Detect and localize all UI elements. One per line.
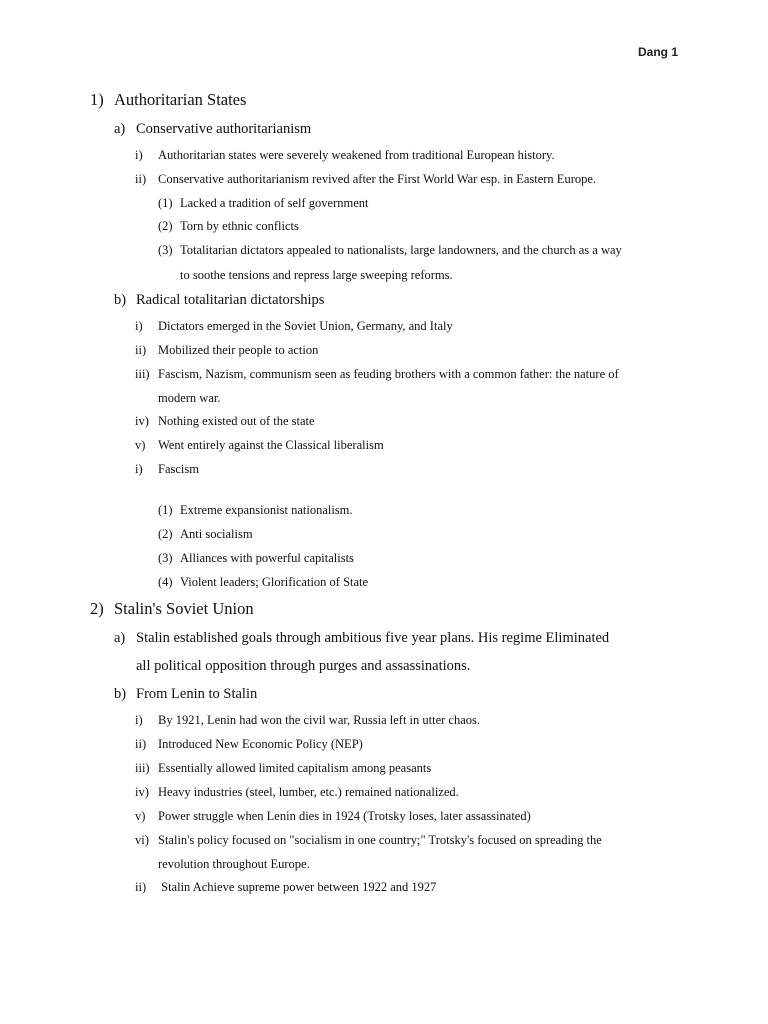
outline-subitem: (2) Torn by ethnic conflicts xyxy=(158,219,299,233)
outline-item: ii) Introduced New Economic Policy (NEP) xyxy=(135,737,363,751)
outline-item: iv) Heavy industries (steel, lumber, etc.) remained nationalized. xyxy=(135,785,459,799)
outline-subitem: (1) Extreme expansionist nationalism. xyxy=(158,503,353,517)
outline-item: ii) Conservative authoritarianism revived after the First World War esp. in Eastern Europe. xyxy=(135,172,597,186)
outline-subheading: b) Radical totalitarian dictatorships xyxy=(114,292,325,308)
outline-continuation: modern war. xyxy=(158,391,221,405)
outline-subitem: (4) Violent leaders; Glorification of State xyxy=(158,575,369,589)
outline-item: i) By 1921, Lenin had won the civil war, Russia left in utter chaos. xyxy=(135,713,481,727)
outline-heading: 2) Stalin's Soviet Union xyxy=(90,599,254,618)
outline-subheading: b) From Lenin to Stalin xyxy=(114,686,258,702)
outline-continuation: all political opposition through purges and assassinations. xyxy=(136,658,471,674)
outline-item: i) Dictators emerged in the Soviet Union, Germany, and Italy xyxy=(135,319,453,333)
outline-item: i) Authoritarian states were severely weakened from traditional European history. xyxy=(135,148,555,162)
outline-item: ii) Mobilized their people to action xyxy=(135,343,319,357)
outline-item: iii) Essentially allowed limited capitalism among peasants xyxy=(135,761,432,775)
outline-subitem: (3) Alliances with powerful capitalists xyxy=(158,551,354,565)
outline-item: i) Fascism xyxy=(135,462,199,476)
outline-item: v) Went entirely against the Classical liberalism xyxy=(135,438,384,452)
outline-subheading: a) Conservative authoritarianism xyxy=(114,121,312,137)
page-header-label: Dang 1 xyxy=(638,45,679,59)
outline-item: vi) Stalin's policy focused on "socialism in one country;" Trotsky's focused on spreading the xyxy=(135,833,602,847)
outline-subitem: (2) Anti socialism xyxy=(158,527,253,541)
outline-item: ii) Stalin Achieve supreme power between 1922 and 1927 xyxy=(135,880,437,894)
outline-item: v) Power struggle when Lenin dies in 1924 (Trotsky loses, later assassinated) xyxy=(135,809,531,823)
outline-item: iv) Nothing existed out of the state xyxy=(135,414,315,428)
outline-subheading: a) Stalin established goals through ambitious five year plans. His regime Eliminated xyxy=(114,630,610,646)
outline-subitem: (1) Lacked a tradition of self government xyxy=(158,196,369,210)
outline-subitem: (3) Totalitarian dictators appealed to nationalists, large landowners, and the church as a way xyxy=(158,243,622,257)
outline-continuation: revolution throughout Europe. xyxy=(158,857,310,871)
outline-item: iii) Fascism, Nazism, communism seen as feuding brothers with a common father: the nature of xyxy=(135,367,619,381)
outline-continuation: to soothe tensions and repress large sweeping reforms. xyxy=(180,268,453,282)
outline-heading: 1) Authoritarian States xyxy=(90,90,247,109)
